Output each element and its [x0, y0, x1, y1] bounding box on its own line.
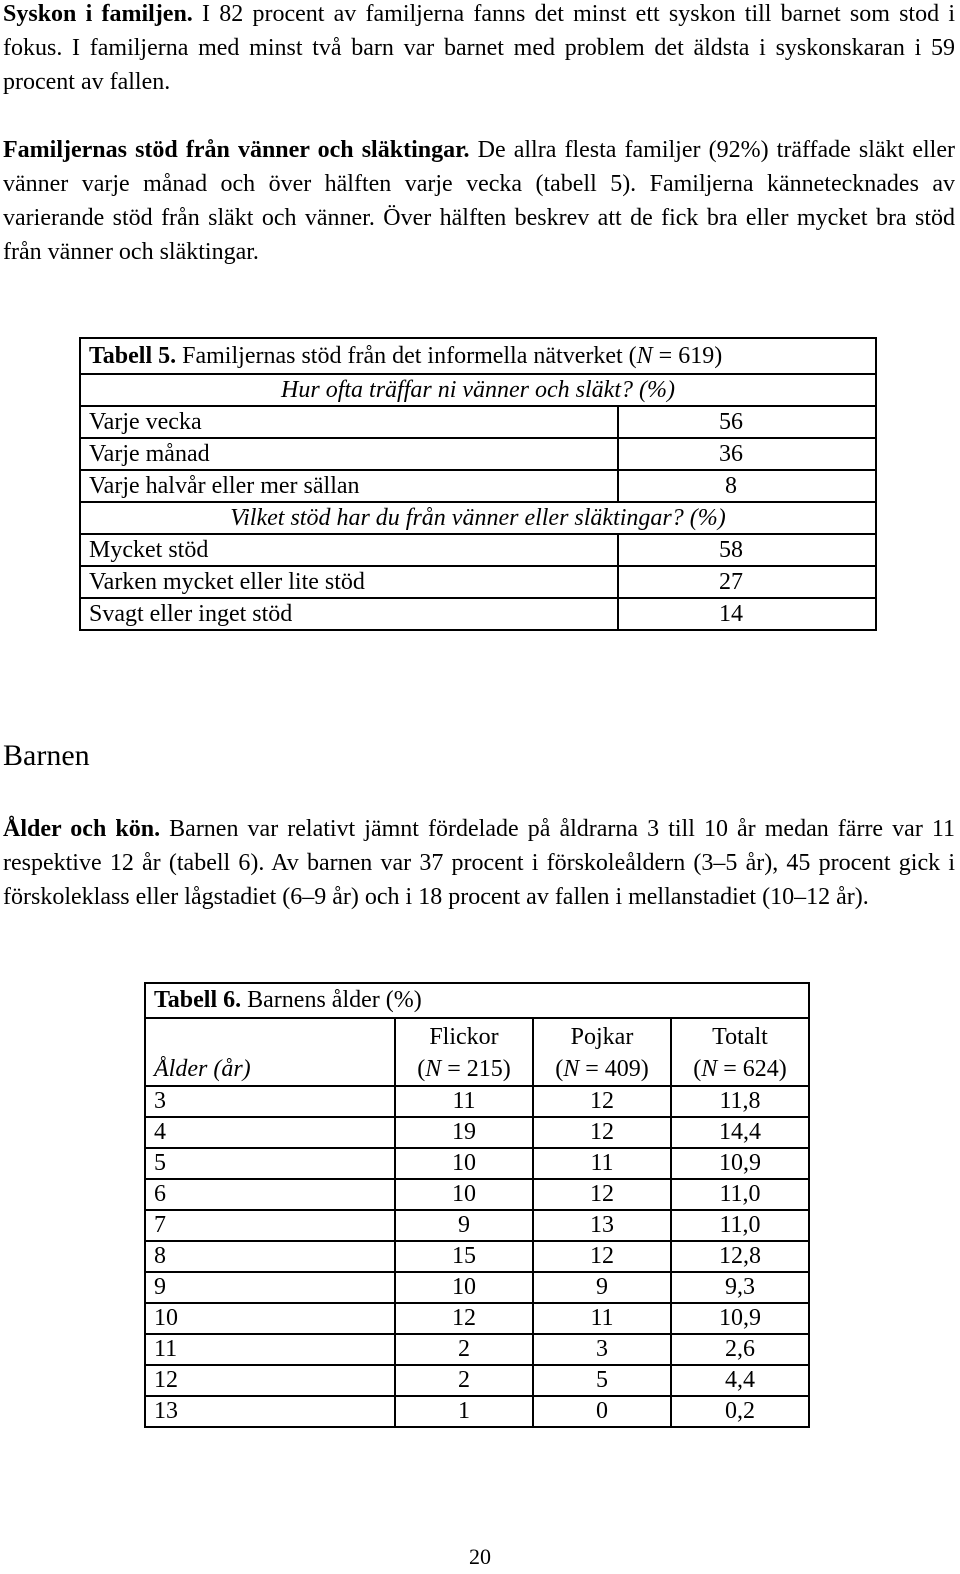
- table-row: [145, 1117, 809, 1148]
- value-cell: 10: [395, 1272, 533, 1303]
- table-row: [145, 1396, 809, 1427]
- table-6-body: [145, 1086, 809, 1427]
- row-label: Varken mycket eller lite stöd: [80, 566, 618, 598]
- table-row: [145, 1210, 809, 1241]
- paragraph-alder: [3, 812, 955, 914]
- value-cell: 11,0: [671, 1179, 809, 1210]
- value-cell: 11: [533, 1303, 671, 1334]
- value-cell: 12: [533, 1179, 671, 1210]
- paragraph-lead: Syskon i familjen.: [3, 1, 193, 27]
- paragraph-text: I 82 procent av familjerna fanns det minst ett syskon till barnet som stod i fokus. I familjerna med minst två barn var barnet med problem det äldsta i syskonskaran i 59 procent av fallen.: [3, 1, 955, 95]
- age-cell: 7: [145, 1210, 395, 1241]
- row-value: 8: [618, 470, 876, 502]
- value-cell: 12: [395, 1303, 533, 1334]
- n-symbol: N: [425, 1056, 442, 1082]
- table-5-question: Vilket stöd har du från vänner eller släktingar? (%): [80, 502, 876, 534]
- row-label: Mycket stöd: [80, 534, 618, 566]
- age-cell: 11: [145, 1334, 395, 1365]
- age-cell: 5: [145, 1148, 395, 1179]
- value-cell: 1: [395, 1396, 533, 1427]
- row-value: 27: [618, 566, 876, 598]
- value-cell: 12: [533, 1117, 671, 1148]
- age-cell: 6: [145, 1179, 395, 1210]
- paragraph-syskon: [3, 0, 955, 99]
- value-cell: 19: [395, 1117, 533, 1148]
- row-value: 14: [618, 598, 876, 630]
- table-row: [80, 598, 876, 630]
- table-5: [79, 337, 877, 631]
- column-name: Totalt: [712, 1024, 768, 1050]
- value-cell: 10: [395, 1148, 533, 1179]
- caption-text: Barnens ålder (%): [241, 987, 422, 1013]
- page-number: 20: [469, 1544, 491, 1569]
- paragraph-stod: [3, 133, 955, 269]
- value-cell: 10,9: [671, 1303, 809, 1334]
- value-cell: 10: [395, 1179, 533, 1210]
- column-header: [395, 1018, 533, 1086]
- caption-lead: Tabell 6.: [154, 987, 242, 1013]
- value-cell: 9,3: [671, 1272, 809, 1303]
- paragraph-lead: Familjernas stöd från vänner och släktingar.: [3, 137, 470, 163]
- caption-tail: = 619): [652, 343, 723, 369]
- row-label: Varje vecka: [80, 406, 618, 438]
- value-cell: 9: [533, 1272, 671, 1303]
- row-value: 36: [618, 438, 876, 470]
- table-row: [80, 566, 876, 598]
- section-heading: Barnen: [3, 739, 90, 772]
- caption-lead: Tabell 5.: [89, 343, 177, 369]
- value-cell: 2,6: [671, 1334, 809, 1365]
- age-cell: 8: [145, 1241, 395, 1272]
- age-cell: 13: [145, 1396, 395, 1427]
- table-row: [145, 1272, 809, 1303]
- value-cell: 11: [533, 1148, 671, 1179]
- caption-n: N: [636, 343, 653, 369]
- n-symbol: N: [701, 1056, 718, 1082]
- table-6-caption: [145, 983, 809, 1018]
- age-header: Ålder (år): [145, 1018, 395, 1086]
- n-symbol: N: [563, 1056, 580, 1082]
- value-cell: 4,4: [671, 1365, 809, 1396]
- value-cell: 10,9: [671, 1148, 809, 1179]
- n-prefix: (: [693, 1056, 702, 1082]
- paragraph-text: Barnen var relativt jämnt fördelade på åldrarna 3 till 10 år medan färre var 11 respektive 12 år (tabell 6). Av barnen var 37 procent i förskoleåldern (3–5 år), 45 procent gick i förskoleklass eller lågstadiet (6–9 år) och i 18 procent av fallen i mellanstadiet (10–12 år).: [3, 816, 955, 910]
- table-6: [144, 982, 810, 1428]
- row-value: 58: [618, 534, 876, 566]
- table-row: [80, 438, 876, 470]
- n-value: = 409): [579, 1056, 649, 1082]
- n-prefix: (: [417, 1056, 426, 1082]
- row-label: Svagt eller inget stöd: [80, 598, 618, 630]
- age-cell: 10: [145, 1303, 395, 1334]
- table-row: [80, 534, 876, 566]
- table-header-row: [145, 1018, 809, 1086]
- value-cell: 11,0: [671, 1210, 809, 1241]
- column-name: Pojkar: [570, 1024, 634, 1050]
- table-row: [145, 1086, 809, 1117]
- n-value: = 624): [717, 1056, 787, 1082]
- row-value: 56: [618, 406, 876, 438]
- table-row: [80, 470, 876, 502]
- table-row: [145, 1365, 809, 1396]
- paragraph-text: De allra flesta familjer (92%) träffade släkt eller vänner varje månad och över hälften varje vecka (tabell 5). Familjerna kännetecknades av varierande stöd från släkt och vänner. Över hälften beskrev att de fick bra eller mycket bra stöd från vänner och släktingar.: [3, 137, 955, 265]
- value-cell: 13: [533, 1210, 671, 1241]
- age-cell: 3: [145, 1086, 395, 1117]
- table-row: [145, 1303, 809, 1334]
- table-row: [80, 406, 876, 438]
- column-name: Flickor: [429, 1024, 499, 1050]
- value-cell: 0: [533, 1396, 671, 1427]
- age-cell: 12: [145, 1365, 395, 1396]
- table-5-question: Hur ofta träffar ni vänner och släkt? (%): [80, 374, 876, 406]
- value-cell: 11,8: [671, 1086, 809, 1117]
- row-label: Varje månad: [80, 438, 618, 470]
- n-prefix: (: [555, 1056, 564, 1082]
- value-cell: 15: [395, 1241, 533, 1272]
- value-cell: 12: [533, 1086, 671, 1117]
- age-cell: 4: [145, 1117, 395, 1148]
- value-cell: 9: [395, 1210, 533, 1241]
- caption-text: Familjernas stöd från det informella nätverket (: [176, 343, 637, 369]
- value-cell: 12: [533, 1241, 671, 1272]
- value-cell: 5: [533, 1365, 671, 1396]
- table-row: [145, 1334, 809, 1365]
- value-cell: 12,8: [671, 1241, 809, 1272]
- value-cell: 2: [395, 1365, 533, 1396]
- value-cell: 2: [395, 1334, 533, 1365]
- column-header: [533, 1018, 671, 1086]
- n-value: = 215): [441, 1056, 511, 1082]
- age-cell: 9: [145, 1272, 395, 1303]
- value-cell: 3: [533, 1334, 671, 1365]
- table-row: [145, 1179, 809, 1210]
- value-cell: 11: [395, 1086, 533, 1117]
- value-cell: 0,2: [671, 1396, 809, 1427]
- table-5-caption: [80, 338, 876, 374]
- value-cell: 14,4: [671, 1117, 809, 1148]
- column-header: [671, 1018, 809, 1086]
- table-row: [145, 1241, 809, 1272]
- row-label: Varje halvår eller mer sällan: [80, 470, 618, 502]
- paragraph-lead: Ålder och kön.: [3, 816, 161, 842]
- table-row: [145, 1148, 809, 1179]
